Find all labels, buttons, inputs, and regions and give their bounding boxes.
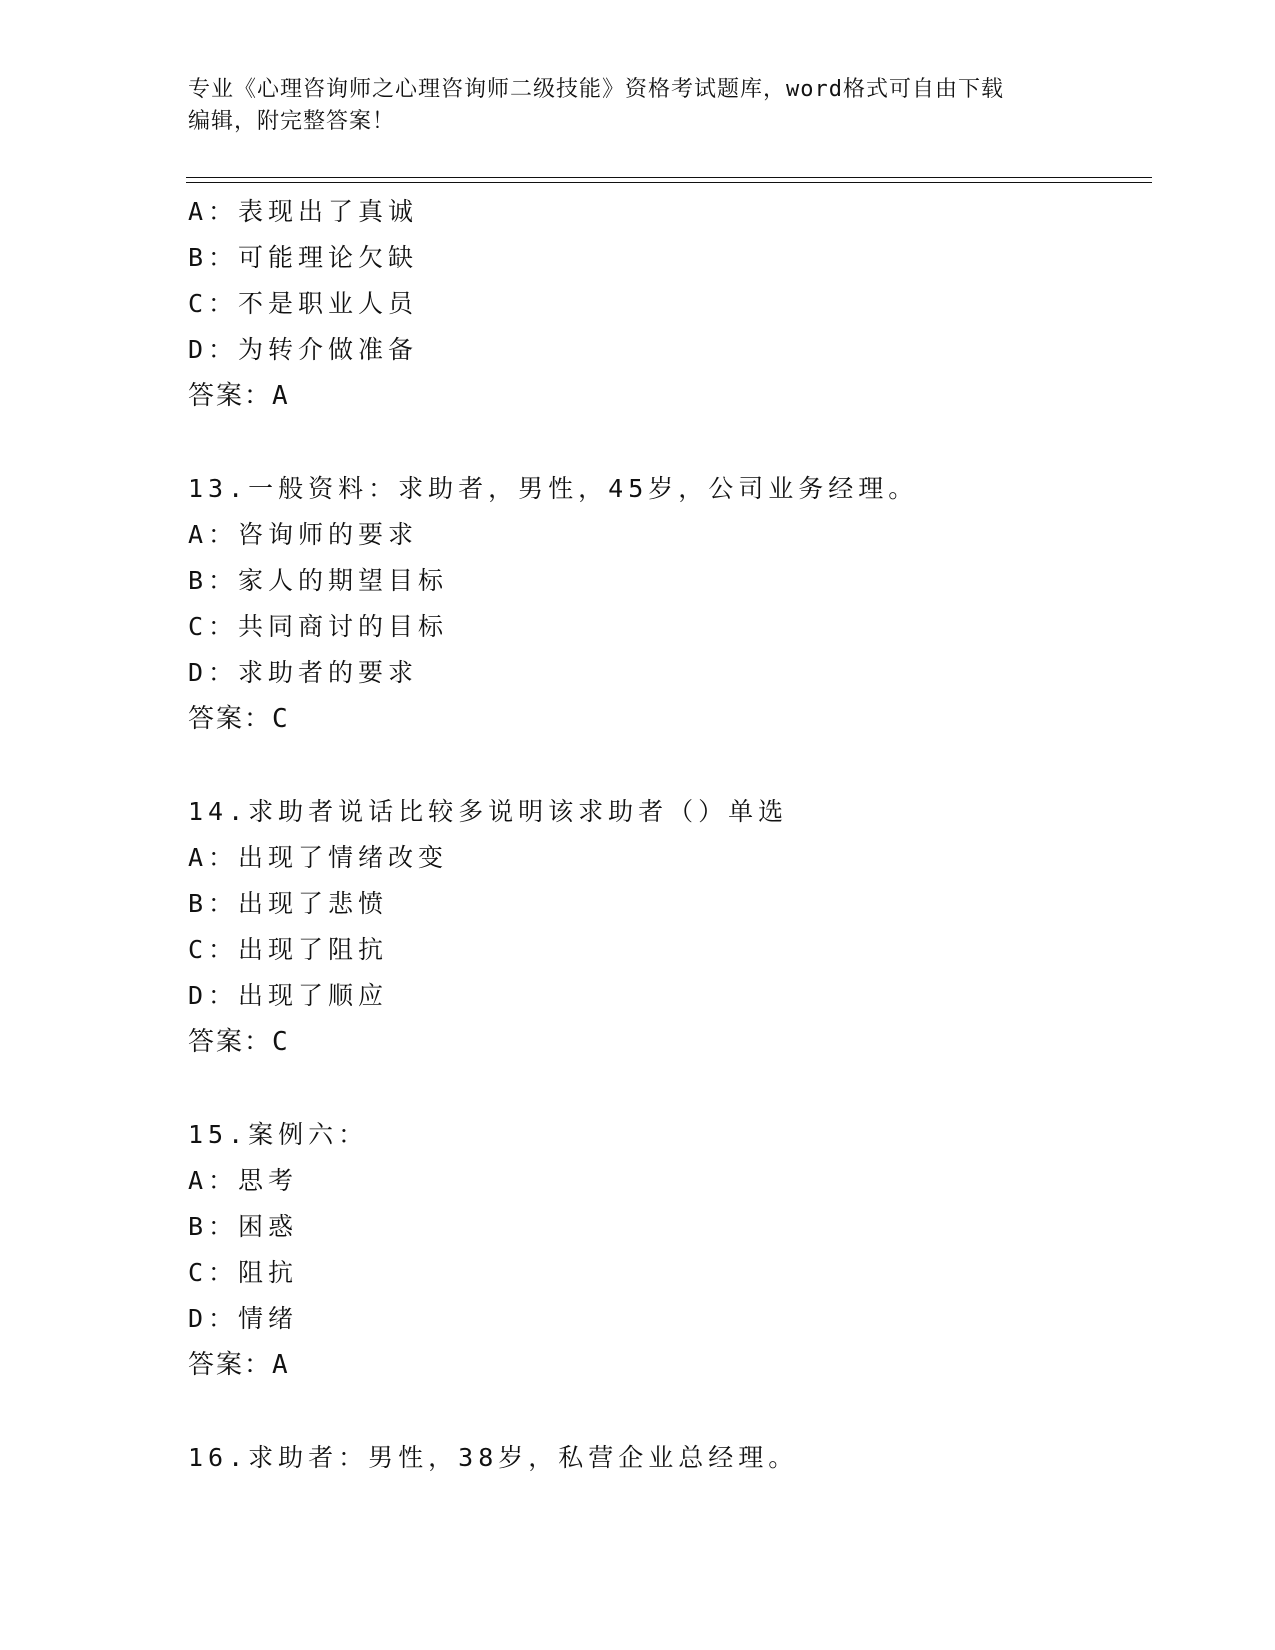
answer-line [188, 696, 1148, 742]
question-block [188, 789, 1148, 1065]
answer-line [188, 1019, 1148, 1065]
header-line-1: 专业《心理咨询师之心理咨询师二级技能》资格考试题库，word格式可自由下载 [188, 77, 1004, 102]
option-d: D：出现了顺应 [188, 981, 389, 1010]
question-text: 16.求助者：男性，38岁，私营企业总经理。 [188, 1443, 799, 1472]
option-a: A：表现出了真诚 [188, 197, 419, 226]
option-c: C：不是职业人员 [188, 289, 419, 318]
option-d: D：求助者的要求 [188, 658, 419, 687]
header-line-2: 编辑，附完整答案！ [188, 109, 396, 134]
option-c: C：出现了阻抗 [188, 935, 389, 964]
question-block [188, 1435, 1148, 1481]
answer-value: A [272, 381, 290, 411]
option-a: A：出现了情绪改变 [188, 843, 449, 872]
option-d: D：情绪 [188, 1304, 299, 1333]
answer-label: 答案： [188, 704, 273, 734]
option-c: C：阻抗 [188, 1258, 299, 1287]
question-text: 13.一般资料：求助者，男性，45岁，公司业务经理。 [188, 474, 919, 503]
question-block [188, 189, 1148, 419]
document-header [188, 74, 1088, 138]
answer-value: C [272, 704, 290, 734]
question-text: 14.求助者说话比较多说明该求助者（）单选 [188, 797, 789, 826]
option-d: D：为转介做准备 [188, 335, 419, 364]
option-b: B：可能理论欠缺 [188, 243, 419, 272]
answer-label: 答案： [188, 1350, 273, 1380]
option-b: B：出现了悲愤 [188, 889, 389, 918]
answer-value: A [272, 1350, 290, 1380]
header-rule-top [186, 177, 1152, 178]
question-text: 15.案例六： [188, 1120, 369, 1149]
option-a: A：思考 [188, 1166, 299, 1195]
answer-label: 答案： [188, 1027, 273, 1057]
answer-label: 答案： [188, 381, 273, 411]
option-a: A：咨询师的要求 [188, 520, 419, 549]
question-list [188, 189, 1148, 1528]
answer-line [188, 1342, 1148, 1388]
header-rule-bottom [186, 182, 1152, 183]
question-block [188, 1112, 1148, 1388]
option-b: B：困惑 [188, 1212, 299, 1241]
option-c: C：共同商讨的目标 [188, 612, 449, 641]
answer-line [188, 373, 1148, 419]
question-block [188, 466, 1148, 742]
option-b: B：家人的期望目标 [188, 566, 449, 595]
answer-value: C [272, 1027, 290, 1057]
